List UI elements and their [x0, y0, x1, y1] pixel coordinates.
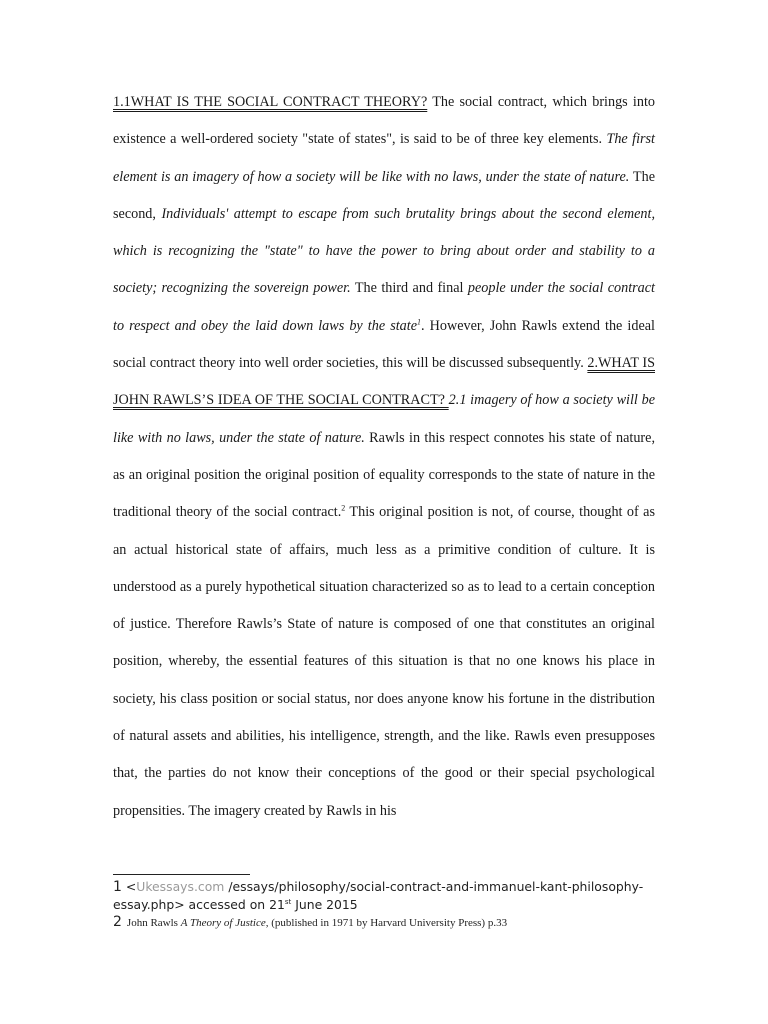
body-text: The social contract, which brings into existence a well-ordered society "state of states", is said to be of three key elements.: [113, 94, 656, 148]
footnote-number: 1: [113, 879, 122, 895]
footnote-ref-2: 2: [341, 503, 346, 513]
italic-text: The first element is an imagery of how a society will be like with no laws, under the state of nature.: [113, 131, 655, 185]
italic-text: Individuals' attempt to escape from such brutality brings about the second element, which is recognizing the "state" to have the power to bring about order and stability to a society; recognizing the sovereign power.: [113, 205, 655, 297]
footnote-separator: [113, 874, 250, 875]
body-text: The second,: [113, 168, 655, 222]
footnote-text: /essays/philosophy/social-contract-and-immanuel-kant-philosophy-essay.php> accessed on 21: [113, 879, 644, 912]
footnote-number: 2: [113, 914, 122, 930]
body-text: The third and final: [350, 280, 468, 297]
footnote-text: <: [121, 879, 137, 894]
footnote-text: (published in 1971 by Harvard University Press) p.33: [268, 917, 508, 929]
footnote-1: [113, 878, 673, 913]
footnote-title: A Theory of Justice,: [180, 917, 269, 929]
body-text: . However, John Rawls extend the ideal social contract theory into well order societies, this will be discussed subsequently.: [113, 317, 655, 372]
ordinal-suffix: st: [284, 897, 292, 906]
body-text: This original position is not, of course, thought of as an actual historical state of affairs, much less as a primitive condition of culture. It is understood as a purely hypothetical situation characterized so as to lead to a certain conception of justice. Therefore Rawls’s State of nature is composed of one that constitutes an original position, whereby, the essential features of this situation is that no one knows his place in society, his class position or social status, nor does anyone know his fortune in the distribution of natural assets and abilities, his intelligence, strength, and the like. Rawls even presupposes that, the parties do not know their conceptions of the good or their special psychological propensities. The imagery created by Rawls in his: [113, 504, 656, 819]
body-paragraph: [113, 84, 655, 830]
subsection-heading-2-1: 2.1 imagery of how a society will be like with no laws, under the state of nature.: [113, 392, 655, 446]
footnote-text: June 2015: [291, 897, 358, 912]
footnote-link[interactable]: Ukessays.com: [136, 879, 225, 894]
italic-text: people under the social contract to respect and obey the laid down laws by the state: [113, 280, 656, 334]
footnote-ref-1: 1: [417, 317, 422, 327]
section-heading-1-1: 1.1WHAT IS THE SOCIAL CONTRACT THEORY?: [113, 94, 428, 110]
section-heading-2: 2.WHAT IS JOHN RAWLS’S IDEA OF THE SOCIAL CONTRACT?: [113, 355, 655, 409]
body-text: Rawls in this respect connotes his state of nature, as an original position the original position of equality corresponds to the state of nature in the traditional theory of the social contract.: [113, 429, 655, 521]
footnote-2: [113, 914, 673, 932]
footnote-author: John Rawls: [126, 917, 181, 929]
